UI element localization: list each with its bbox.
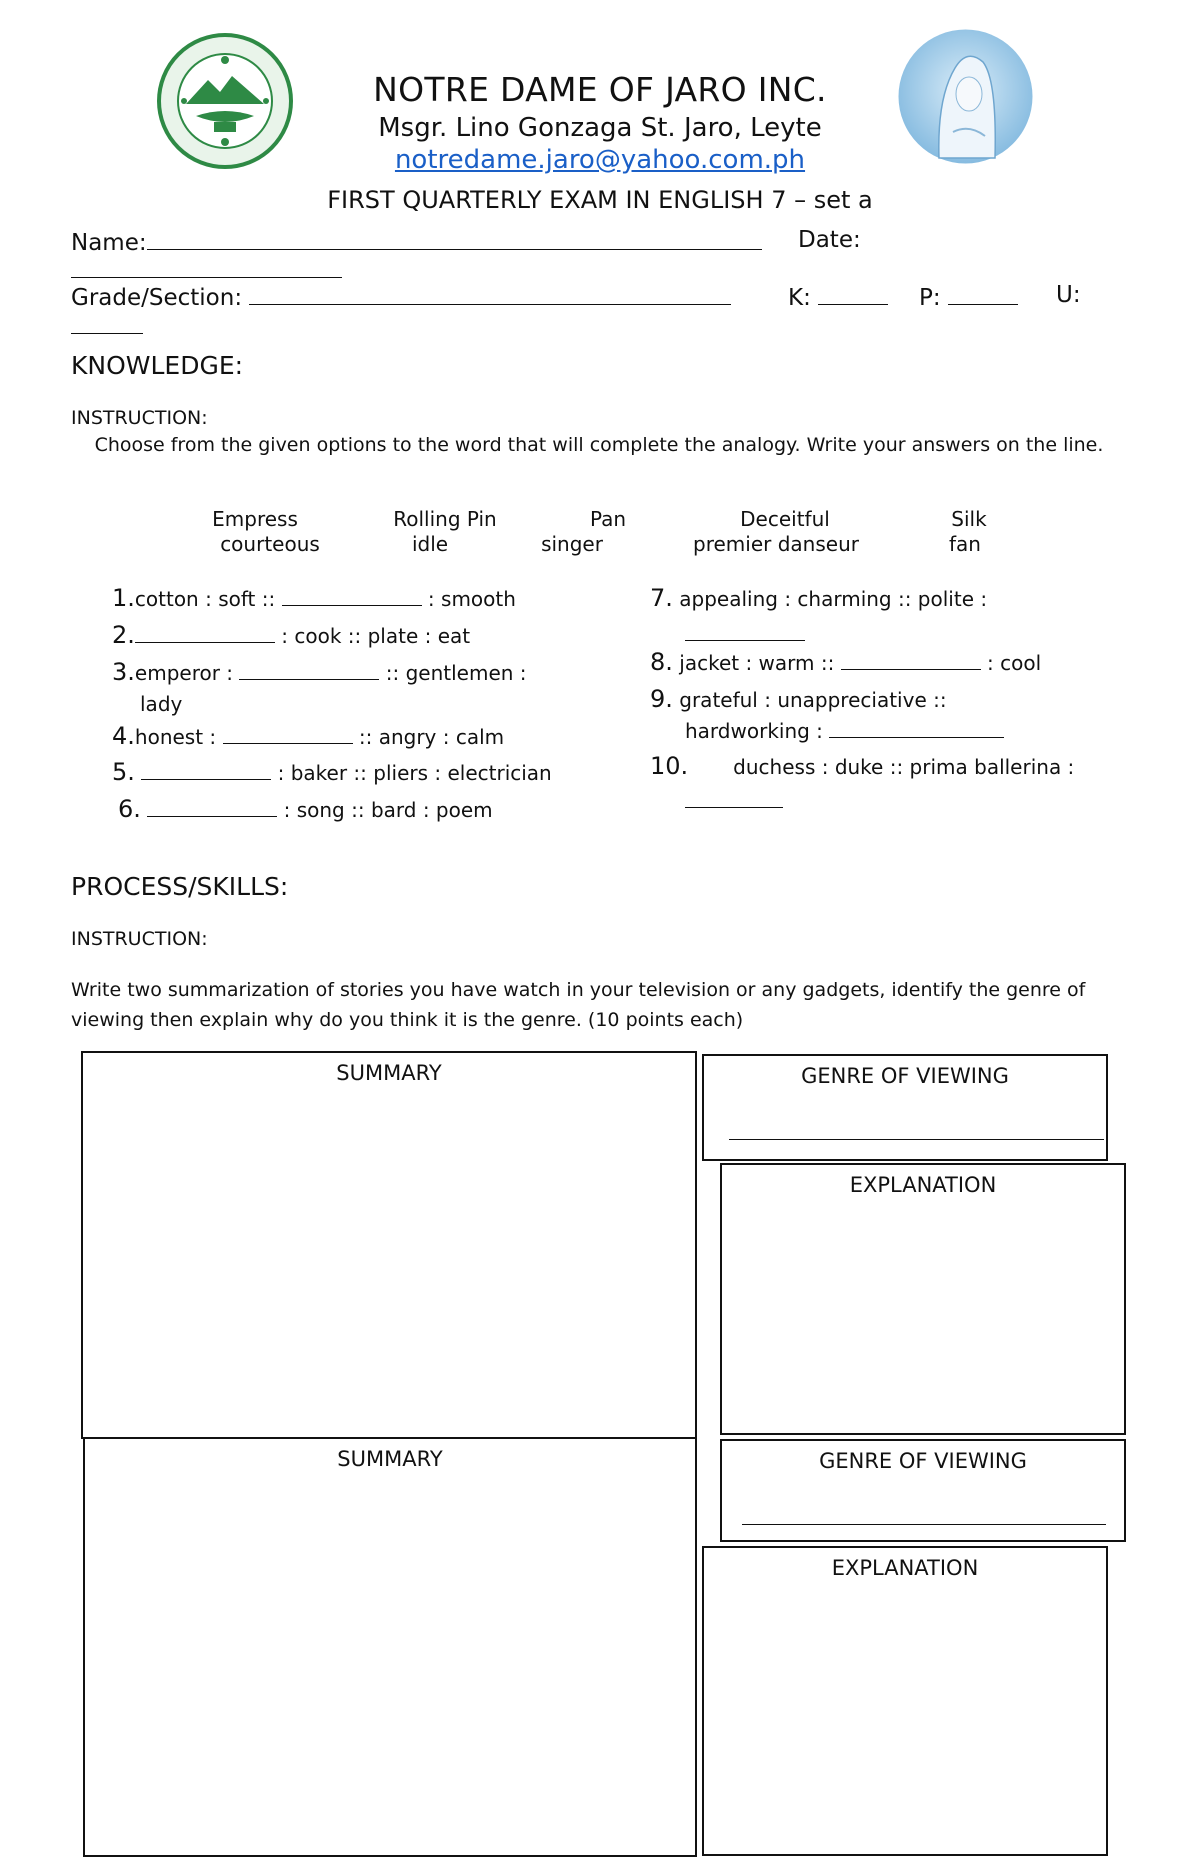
school-seal-logo: [156, 32, 294, 170]
name-label: Name:: [71, 230, 147, 256]
summary-label: SUMMARY: [336, 1061, 442, 1085]
summary-box-1[interactable]: [81, 1051, 697, 1439]
grade-section-field[interactable]: [71, 282, 731, 311]
knowledge-instruction-text: Choose from the given options to the word that will complete the analogy. Write your answers on the line.: [94, 434, 1104, 456]
school-name: NOTRE DAME OF JARO INC.: [373, 70, 827, 109]
summary-box-2[interactable]: [83, 1437, 697, 1857]
answer-blank[interactable]: [141, 761, 271, 780]
option-word: courteous: [220, 532, 320, 556]
analogy-item-8: 8. jacket : warm :: : cool: [650, 648, 1042, 676]
analogy-item-9: 9. grateful : unappreciative ::: [650, 685, 947, 713]
school-address: Msgr. Lino Gonzaga St. Jaro, Leyte: [378, 113, 822, 143]
answer-blank[interactable]: [829, 719, 1004, 738]
genre-label: GENRE OF VIEWING: [819, 1449, 1027, 1473]
genre-box-2[interactable]: [720, 1439, 1126, 1542]
explanation-box-1[interactable]: [720, 1163, 1126, 1435]
answer-blank[interactable]: [841, 651, 981, 670]
u-label: U:: [1056, 282, 1081, 308]
option-word: premier danseur: [693, 532, 859, 556]
analogy-item-4: 4.honest : :: angry : calm: [112, 722, 505, 750]
analogy-item-3: 3.emperor : :: gentlemen :: [112, 658, 527, 686]
process-instruction-text: Write two summarization of stories you have watch in your television or any gadgets, identify the genre of viewing then explain why do you think it is the genre. (10 points each): [71, 979, 1086, 1031]
explanation-label: EXPLANATION: [831, 1556, 979, 1580]
name-field[interactable]: [71, 227, 762, 256]
genre-answer-line[interactable]: [729, 1139, 1104, 1140]
option-word: Deceitful: [740, 507, 830, 531]
p-score-field[interactable]: [919, 282, 1018, 311]
option-word: Pan: [589, 507, 627, 531]
analogy-item-1: 1.cotton : soft :: : smooth: [112, 584, 516, 612]
option-word: Rolling Pin: [393, 507, 497, 531]
analogy-item-5: 5. : baker :: pliers : electrician: [112, 758, 552, 786]
u-blank[interactable]: [71, 333, 143, 334]
analogy-item-2: 2. : cook :: plate : eat: [112, 621, 471, 649]
genre-box-1[interactable]: [702, 1054, 1108, 1161]
process-instruction-label: INSTRUCTION:: [71, 928, 208, 950]
option-word: Empress: [212, 507, 298, 531]
name-blank[interactable]: [147, 227, 762, 250]
grade-section-blank[interactable]: [249, 282, 731, 305]
k-score-field[interactable]: [788, 282, 888, 311]
k-label: K:: [788, 285, 811, 311]
school-email-link[interactable]: notredame.jaro@yahoo.com.ph: [394, 145, 806, 175]
answer-blank[interactable]: [239, 661, 379, 680]
option-word: idle: [411, 532, 449, 556]
answer-blank[interactable]: [223, 725, 353, 744]
answer-blank[interactable]: [147, 798, 277, 817]
analogy-item-10: 10. duchess : duke :: prima ballerina :: [650, 752, 1075, 780]
summary-label: SUMMARY: [337, 1447, 443, 1471]
analogy-item-9-cont: hardworking :: [685, 719, 1004, 743]
p-blank[interactable]: [948, 282, 1018, 305]
genre-label: GENRE OF VIEWING: [801, 1064, 1009, 1088]
explanation-box-2[interactable]: [702, 1546, 1108, 1856]
knowledge-heading: KNOWLEDGE:: [71, 351, 244, 380]
date-blank[interactable]: [71, 277, 342, 278]
option-word: Silk: [951, 507, 987, 531]
option-word: singer: [541, 532, 603, 556]
option-word: fan: [949, 532, 981, 556]
process-heading: PROCESS/SKILLS:: [71, 872, 289, 901]
analogy-item-7: 7. appealing : charming :: polite :: [650, 584, 988, 612]
genre-answer-line[interactable]: [742, 1524, 1106, 1525]
answer-blank[interactable]: [685, 640, 805, 641]
date-label: Date:: [798, 227, 861, 253]
answer-blank[interactable]: [282, 587, 422, 606]
exam-title: FIRST QUARTERLY EXAM IN ENGLISH 7 – set a: [327, 186, 873, 214]
virgin-mary-image: [897, 28, 1034, 165]
explanation-label: EXPLANATION: [849, 1173, 997, 1197]
grade-section-label: Grade/Section:: [71, 285, 243, 311]
p-label: P:: [919, 285, 941, 311]
answer-blank[interactable]: [135, 624, 275, 643]
analogy-item-3-cont: lady: [140, 692, 183, 716]
k-blank[interactable]: [818, 282, 888, 305]
analogy-item-6: 6. : song :: bard : poem: [118, 795, 493, 823]
answer-blank[interactable]: [685, 807, 783, 808]
knowledge-instruction-label: INSTRUCTION:: [71, 407, 208, 429]
